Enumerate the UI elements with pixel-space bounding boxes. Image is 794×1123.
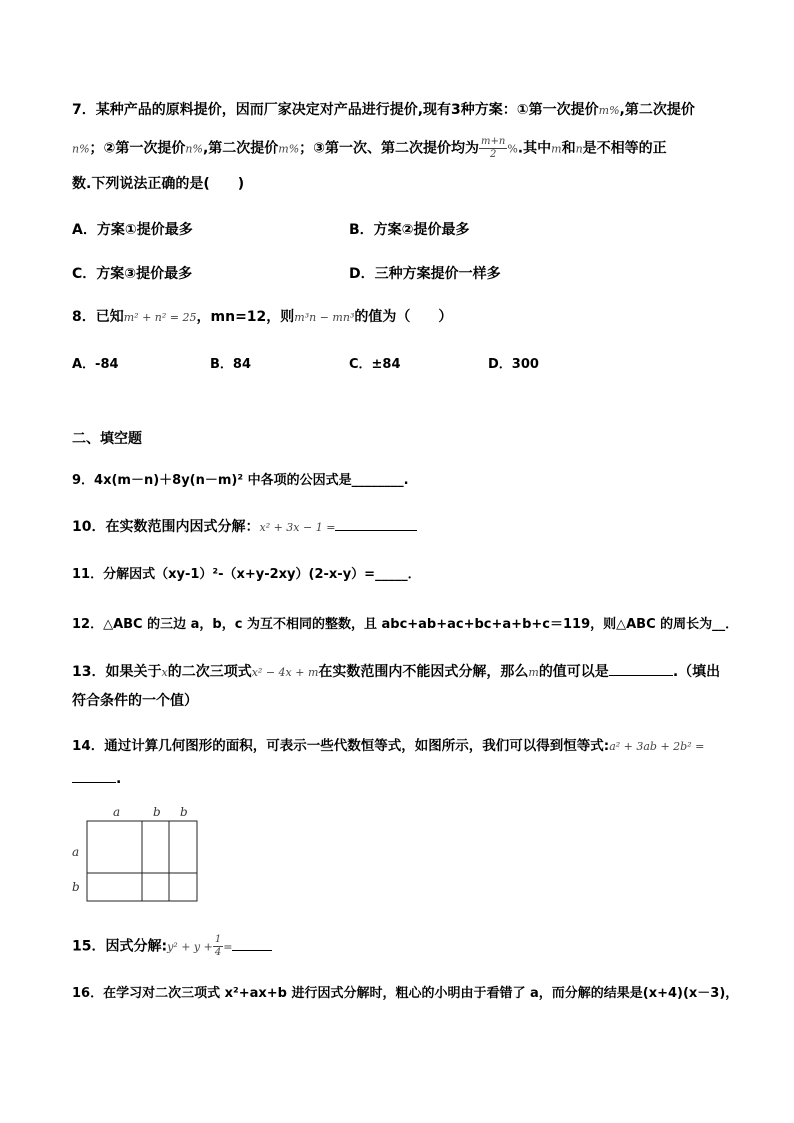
q7-option-d[interactable]: D．三种方案提价一样多: [349, 266, 501, 282]
q16-line: 16．在学习对二次三项式 x²+ax+b 进行因式分解时，粗心的小明由于看错了 a，而分解的结果是(x+4)(x－3)，: [72, 986, 739, 1001]
q13-line1: 13．如果关于x的二次三项式x² − 4x + m在实数范围内不能因式分解，那么m的值可以是 .（填出: [72, 661, 720, 682]
q7-line1: 7．某种产品的原料提价，因而厂家决定对产品进行提价,现有3种方案：①第一次提价m%,第二次提价: [72, 102, 695, 118]
q7-fraction: $\frac{m+n}{2}$: [481, 136, 506, 160]
q7-option-a[interactable]: A．方案①提价最多: [72, 222, 193, 238]
q8-line: 8．已知m² + n² = 25，mn=12，则m³n − mn³的值为（ ）: [72, 309, 453, 325]
q8-option-c[interactable]: C．±84: [349, 357, 401, 372]
q7-line2: n%；②第一次提价n%,第二次提价m%；③第一次、第二次提价均为 $\frac{m+n}{2}$ %.其中m和n是不相等的正: [72, 136, 667, 160]
q7-option-b[interactable]: B．方案②提价最多: [349, 222, 470, 238]
area-diagram: [65, 800, 215, 910]
diagram-top-label-a: a: [113, 805, 121, 819]
q15-answer-blank[interactable]: [232, 936, 272, 951]
q10-line: 10．在实数范围内因式分解：x² + 3x − 1 =: [72, 516, 417, 537]
diagram-top-label-b1: b: [153, 805, 161, 819]
q14-answer-blank[interactable]: [72, 768, 116, 783]
diagram-side-label-a: a: [72, 845, 80, 859]
diagram-side-label-b: b: [72, 880, 80, 894]
q13-answer-blank[interactable]: [609, 661, 673, 676]
q8-option-d[interactable]: D．300: [488, 357, 539, 372]
q8-option-b[interactable]: B．84: [210, 357, 251, 372]
q11-line: 11．分解因式（xy-1）²-（x+y-2xy）(2-x-y）=_____．: [72, 567, 421, 582]
q14-line1: 14．通过计算几何图形的面积，可表示一些代数恒等式，如图所示，我们可以得到恒等式:a² + 3ab + 2b² =: [72, 738, 705, 754]
q12-line: 12．△ABC 的三边 a，b，c 为互不相同的整数，且 abc+ab+ac+bc+a+b+c＝119，则△ABC 的周长为__．: [72, 617, 739, 632]
q15-line: 15．因式分解:y² + y + $\frac{1}{4}$ =: [72, 934, 272, 959]
section-title: 二、填空题: [72, 431, 142, 447]
q7-option-c[interactable]: C．方案③提价最多: [72, 266, 193, 282]
q15-fraction: $\frac{1}{4}$: [214, 934, 222, 958]
q10-answer-blank[interactable]: [335, 516, 417, 531]
q9-line: 9．4x(m－n)＋8y(n－m)² 中各项的公因式是________.: [72, 473, 409, 488]
q8-option-a[interactable]: A．-84: [72, 357, 119, 372]
q13-line2: 符合条件的一个值）: [72, 693, 198, 709]
q14-line2: .: [72, 768, 121, 788]
diagram-top-label-b2: b: [180, 805, 188, 819]
q7-line3: 数.下列说法正确的是( ): [72, 176, 245, 192]
